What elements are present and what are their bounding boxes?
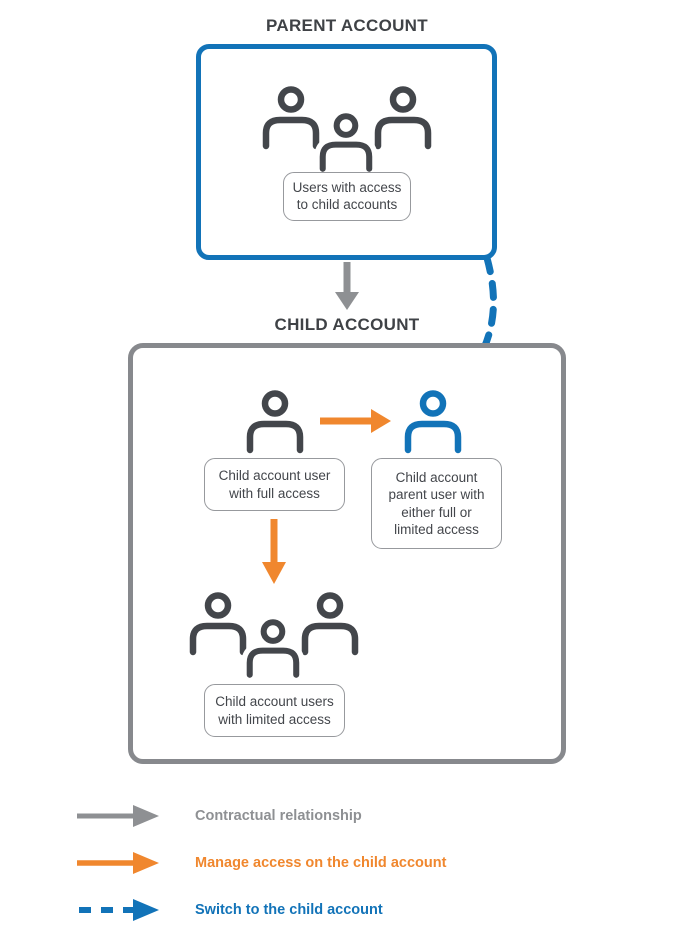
parent-users-group-icon xyxy=(262,86,432,178)
child-full-access-user-icon xyxy=(246,390,304,454)
legend-row-manage-access xyxy=(75,850,446,876)
legend-manage-access-label: Manage access on the child account xyxy=(195,855,447,871)
manage-access-arrow-right-icon xyxy=(319,407,393,435)
child-parent-user-label-text: Child account parent user with either full or limited access xyxy=(388,469,485,537)
manage-access-arrow-down-icon xyxy=(260,518,288,586)
legend-dashed-blue-arrow-icon xyxy=(75,897,161,923)
child-limited-access-label-text: Child account users with limited access xyxy=(215,694,334,727)
parent-users-label xyxy=(283,172,411,221)
legend-solid-gray-arrow-icon xyxy=(75,803,161,829)
parent-account-title: PARENT ACCOUNT xyxy=(266,16,428,35)
legend-row-contractual xyxy=(75,803,362,829)
child-account-title: CHILD ACCOUNT xyxy=(274,315,420,334)
child-parent-user-icon xyxy=(404,390,462,454)
legend-switch-account-label: Switch to the child account xyxy=(195,902,383,918)
legend-row-switch-account xyxy=(75,897,383,923)
contractual-relationship-arrow-icon xyxy=(334,262,360,312)
child-limited-users-group-icon xyxy=(189,592,359,684)
child-full-access-label xyxy=(204,458,345,511)
child-limited-access-label xyxy=(204,684,345,737)
child-parent-user-label xyxy=(371,458,502,549)
legend-contractual-label: Contractual relationship xyxy=(195,808,362,824)
child-full-access-label-text: Child account user with full access xyxy=(218,468,331,501)
legend-solid-orange-arrow-icon xyxy=(75,850,161,876)
parent-users-label-text: Users with access to child accounts xyxy=(292,180,402,213)
